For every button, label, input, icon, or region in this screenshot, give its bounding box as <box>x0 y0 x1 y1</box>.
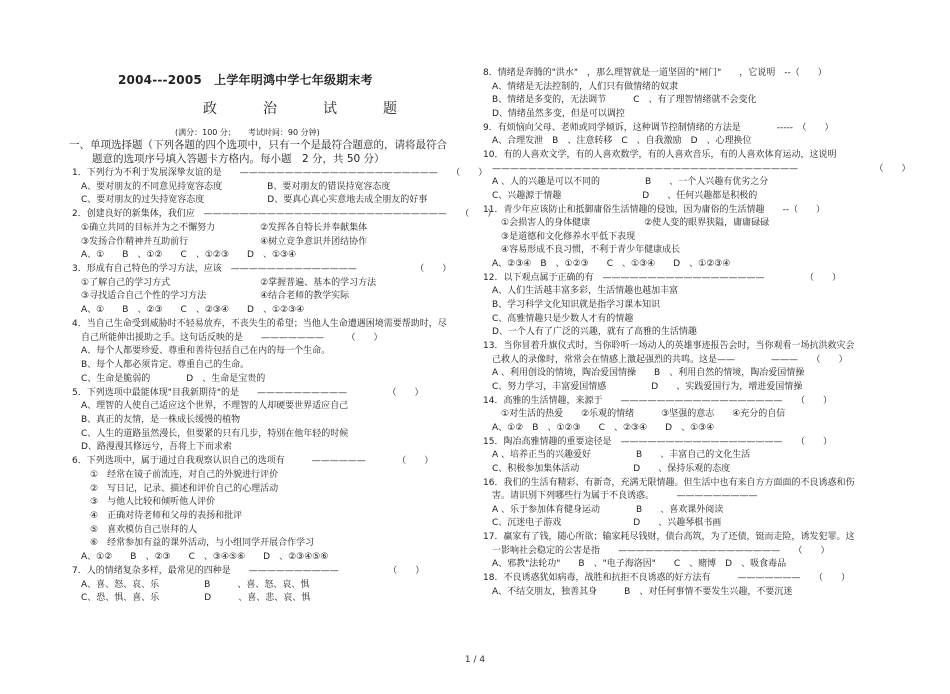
question-line: A 、乐于参加体育健身运动 B 、喜欢课外阅读 <box>483 504 724 515</box>
question-line: ③是道德和文化修养水平低下表现 <box>483 231 636 242</box>
question-line: 10．有的人喜欢文学，有的人喜欢数学，有的人喜欢音乐，有的人喜欢体育运动，这说明 <box>483 149 837 160</box>
question-line: 8．情绪是奔腾的"洪水" ，那么理智就是一道坚固的"闸门" ，它说明 --（ ） <box>483 68 827 78</box>
question-line: A 、培养正当的兴趣爱好 B 、丰富自己的文化生活 <box>483 450 751 461</box>
question-line: ⑤ 喜欢模仿自己崇拜的人 <box>72 524 198 535</box>
question-line: 害。请识别下列哪些行为属于不良诱惑。 ————————— <box>483 491 758 502</box>
question-line: C、人生的道路虽然漫长，但要紧的只有几步，特别在他年轻的时候 <box>72 428 349 439</box>
question-line: ② 写日记，记录、描述和评价自己的心理活动 <box>72 483 279 494</box>
question-line: 11．青少年应该防止和抵御庸俗生活情趣的侵蚀，因为庸俗的生活情趣 --（ ） <box>483 204 825 215</box>
question-line: 6．下列选项中，属于通过自我观察认识自己的选项有 —————— （ ） <box>72 456 434 467</box>
question-line: 5．下列选项中最能体现"目我新期待"的是 —————————— （ ） <box>72 387 424 398</box>
question-line: ①确立共同的目标并为之不懈努力 ②发挥各自特长并奉献集体 <box>72 222 368 233</box>
question-line: 18．不良诱惑犹如病毒，战胜和抗拒不良诱惑的好方法有 ——————— （ ） <box>483 573 850 584</box>
question-line: 3．形成有自己特色的学习方法，应该 —————————————— （ ） <box>72 264 452 275</box>
score-time-line: (满分：100 分； 考试时间：90 分钟) <box>175 128 320 137</box>
question-line: 13．当你冒着升旗仪式时，当你聆听一场动人的英雄事迹报告会时，当你观看一场抗洪救灾会 <box>483 341 855 351</box>
question-line: ④ 正确对待老师和父母的表扬和批评 <box>72 511 243 521</box>
question-line: C、恐、惧、喜、乐 D 、喜、悲、哀、惧 <box>72 593 311 604</box>
question-line: ①会损害人的身体健康 ②使人变的眼界狭隘，庸庸碌碌 <box>483 218 770 229</box>
question-line: C、兴趣源于情趣 D 、任何兴趣都是积极的 <box>483 190 758 201</box>
question-line: D、路漫漫其修远兮，吾将上下而求索 <box>72 442 232 453</box>
question-line: 4．当自己生命受到威胁时不轻易放弃，不丧失生的希望；当他人生命遭遇困境需要帮助时，尽 <box>72 318 447 329</box>
question-line: A 、利用创设的情境，陶冶爱国情操 B 、利用自然的情境，陶冶爱国情操 <box>483 368 805 379</box>
question-line: ③寻找适合自己个性的学习方法 ④结合老师的教学实际 <box>72 291 350 302</box>
question-line: A、① B 、①② C 、①②③ D 、①③④ <box>72 250 297 261</box>
question-line: ③ 与他人比较和倾听他人评价 <box>72 497 216 508</box>
question-line: A、情绪是无法控制的，人们只有做情绪的奴隶 <box>483 81 679 92</box>
question-line: 12．以下观点属于正确的有 —————————————————— （ ） <box>483 272 841 283</box>
question-line: B、每个人都必须肯定、尊重自己的生命。 <box>72 360 250 371</box>
question-line: 1．下列行为不利于发展深挚友谊的是 —————————————————————— （ ） <box>72 168 488 178</box>
question-line: A、理智的人使自己适应这个世界，不理智的人却硬要世界适应自己 <box>72 401 349 412</box>
question-line: A、②③④ B 、①②③ C 、①③④ D 、①②③④ <box>483 259 731 270</box>
question-line: A、①② B 、②③ C 、③④⑤⑥ D 、②③④⑤⑥ <box>72 552 329 563</box>
question-line: A 、人的兴趣是可以不同的 B 、一个人兴趣有优劣之分 <box>483 177 769 188</box>
question-line: A、①② B 、①②③ C 、②③④ D 、①③④ <box>483 422 715 433</box>
section-heading-1: 一、单项选择题（下列各题的四个选项中，只有一个是最符合题意的，请将最符合 <box>69 139 447 151</box>
question-line: ①对生活的热爱 ②乐观的情绪 ③坚强的意志 ④充分的自信 <box>483 409 786 420</box>
question-line: A、① B 、②③ C 、②③④ D 、①②③④ <box>72 305 305 316</box>
question-line: C、生命是脆弱的 D 、生命是宝贵的 <box>72 373 266 384</box>
question-line: C、高雅情趣只是少数人才有的情趣 <box>483 313 634 324</box>
question-line: A、不结交朋友，独善其身 B 、对任何事情不要发生兴趣，不要沉迷 <box>483 586 793 597</box>
section-heading-2: 题意的选项序号填入答题卡方格内。每小题 2 分，共 50 分） <box>92 153 385 165</box>
question-line: A、喜、怒、哀、乐 B 、喜、怒、哀、惧 <box>72 579 310 590</box>
question-line: 一影响社会稳定的公害是指 —————————————————— （ ） <box>483 545 830 556</box>
question-line: C、努力学习，丰富爱国情感 D 、实践爱国行为，增进爱国情操 <box>483 381 803 392</box>
question-line: 自己所能伸出援助之手。这句话反映的是 ——————— （ ） <box>72 332 383 343</box>
question-line: A、合理发泄 B 、注意转移 C 、自我激励 D 、心理换位 <box>483 136 752 147</box>
question-line: D、一个人有了广泛的兴趣，就有了高雅的生活情趣 <box>483 327 697 338</box>
question-line: ⑥ 经常参加有益的课外活动，与小组同学开展合作学习 <box>72 538 315 549</box>
question-line: ④容易形成不良习惯，不利于青少年健康成长 <box>483 245 681 256</box>
question-line: 己救人的录像时，常常会在情感上激起强烈的共鸣。这是—— ——— （ ） <box>483 354 848 365</box>
question-line: ③发扬合作精神并互助前行 ④树立竞争意识并团结协作 <box>72 236 368 247</box>
question-line: A、人们生活越丰富多彩，生活情趣也越加丰富 <box>483 286 679 297</box>
question-line: 7．人的情绪复杂多样，最常见的四种是 —————————— （ ） <box>72 565 425 576</box>
question-line: A、邪教"法轮功" B 、"电子海洛因" C 、赌博 D 、吸食毒品 <box>483 559 787 570</box>
question-line: 9．有烦恼向父母、老师或同学倾诉，这种调节控制情绪的方法是 ----- （ ） <box>483 122 834 133</box>
question-line: B、学习科学文化知识就是指学习课本知识 <box>483 300 661 311</box>
question-line: 2．创建良好的新集体，我们应 ——————————————————————————— （ ） <box>72 209 497 220</box>
exam-subject: 政 治 试 题 <box>203 101 413 117</box>
question-line: ① 经常在镜子前流连，对自己的外貌进行评价 <box>72 469 279 480</box>
question-line: ①了解自己的学习方式 ②掌握普遍、基本的学习方法 <box>72 277 377 288</box>
question-line: 15．陶冶高雅情趣的重要途径是 —————————————————— （ ） <box>483 436 832 447</box>
question-line: C、要对朋友的过失持宽容态度 D、要真心真心实意地去成全朋友的好事 <box>72 195 428 206</box>
question-line: —————————————————————————————————— （ ） <box>483 163 911 174</box>
question-line: C、积极参加集体活动 D 、保持乐观的态度 <box>483 463 731 474</box>
question-line: A、要对朋友的不同意见持宽容态度 B、要对朋友的错误持宽容态度 <box>72 181 391 192</box>
question-line: B、真正的友情，是一株成长缓慢的植物 <box>72 414 241 425</box>
question-line: B、情绪是多变的，无法调节 C 、有了理智情绪就不会变化 <box>483 95 757 106</box>
exam-title: 2004---2005 上学年明鸿中学七年级期末考 <box>118 73 373 87</box>
question-line: A、每个人都要珍爱、尊重和善待包括自己在内的每一个生命。 <box>72 346 331 357</box>
question-line: 16．我们的生活有精彩、有新奇，充满无限情趣。但生活中也有来自方方面面的不良诱惑和伤 <box>483 477 855 488</box>
question-line: D、情绪虽然多变，但是可以调控 <box>483 108 625 119</box>
page-number: 1 / 4 <box>464 655 486 665</box>
question-line: C、沉迷电子游戏 D 、兴趣琴棋书画 <box>483 518 722 529</box>
question-line: 14．高雅的生活情趣，来源于 —————————————————— （ ） <box>483 395 832 406</box>
question-line: 17．赢家有了钱，随心所欲；输家耗尽钱财，债台高筑，为了还债，铤而走险，诱发犯罪。这 <box>483 532 855 543</box>
